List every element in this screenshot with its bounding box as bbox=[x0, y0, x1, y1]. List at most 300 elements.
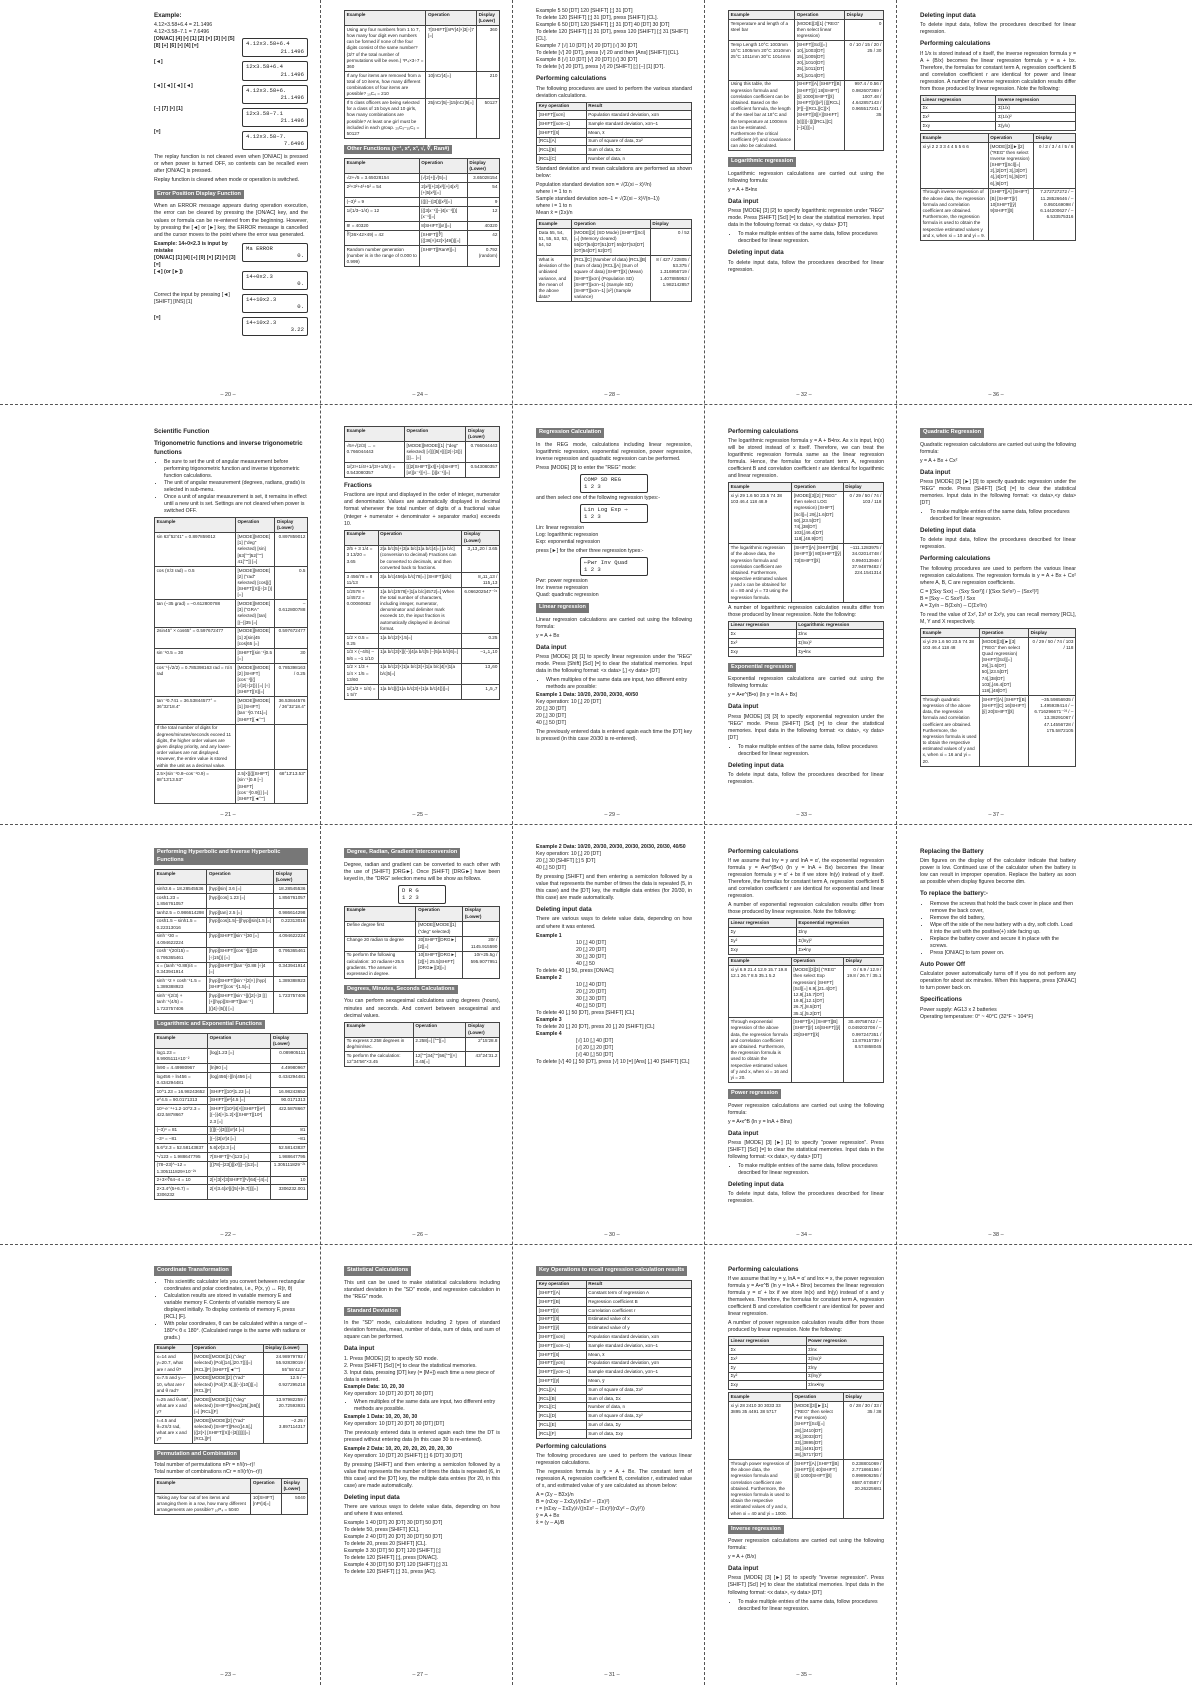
table-row bbox=[155, 962, 308, 977]
spec-line: Operating temperature: 0° ~ 40°C (32°F ~ 104°F) bbox=[920, 1013, 1034, 1020]
table-cell: 422.5878667 bbox=[271, 1105, 308, 1126]
table-cell: log456 ÷ ln456 = 0.434294481 bbox=[155, 1072, 208, 1087]
page-number: – 24 – bbox=[412, 392, 428, 398]
paragraph: Quadratic regression calculations are carried out using the following formula: bbox=[920, 441, 1076, 455]
section-heading: Performing calculations bbox=[536, 75, 607, 83]
page-26 bbox=[330, 844, 512, 1069]
text-line: 20 [,] 30 [DT] bbox=[536, 713, 566, 720]
table-cell: 25[nCr]5[–]15[nCr]5[=] bbox=[426, 99, 477, 139]
page-23 bbox=[140, 1262, 320, 1517]
text-line: Quad: quadratic regression bbox=[536, 592, 599, 598]
paragraph: The regression formula is y = A + Bx. The constant term of regression A, regression coefficient B, correlation r, estimated value of x, and estimated value of y are calculated as shown below: bbox=[536, 1469, 692, 1490]
column-header: Result bbox=[586, 102, 691, 111]
table-row bbox=[155, 663, 308, 697]
table-cell: Σy bbox=[729, 928, 797, 937]
table-cell: Σy•lnx bbox=[796, 647, 883, 656]
table-cell: 8 / 427 / 22805 / 53.375 / 1.316956719 / 1.407885953 / 1.982142857 bbox=[650, 256, 691, 302]
instruction: Key operation: 10 [DT] 20 [DT] 30 [DT] bbox=[344, 1390, 433, 1397]
page-number: – 33 – bbox=[796, 812, 812, 818]
table-cell: 24.98979792 / 55.92839019 / 55°55'42.2" bbox=[263, 1353, 307, 1374]
table-row bbox=[537, 146, 692, 155]
table-cell: 1[a b/c]2[×].5[=] bbox=[378, 633, 462, 648]
text-line: To delete [√] 20 [DT], press [√] 20 [SHIFT] [;] [–] [1] [DT]. bbox=[536, 64, 665, 71]
table-cell: [MODE][3][2] ("REG" then select LOG regression) [SHIFT][Scl][=] 29[,]1.6[DT] 50[,]23.5[DT] 74[,]38[DT] 103[,]46.4[DT] 118[,]48.9[DT] bbox=[792, 492, 843, 544]
bullet-item: • To make multiple entries of the same data, follow procedures described for linear regression. bbox=[930, 509, 1076, 523]
table-cell: Sample standard deviation, yσn–1 bbox=[586, 1368, 691, 1377]
table-cell: 10^1.23 = 16.98243652 bbox=[155, 1087, 208, 1096]
table-row bbox=[345, 174, 500, 183]
table-header-row bbox=[345, 159, 500, 174]
line-list bbox=[536, 525, 692, 546]
table-cell: To perform the following calculation: 10 radians+25.5 gradients. The answer is expressed in degree. bbox=[345, 951, 416, 978]
column-header: Operation bbox=[404, 427, 466, 442]
table-cell: 90.0171313 bbox=[271, 1096, 308, 1105]
lcd-lower: 3.22 bbox=[290, 326, 304, 334]
table-cell bbox=[463, 921, 500, 936]
table-cell: Estimated value of x bbox=[586, 1315, 691, 1324]
table-cell: cosh1.23 = 1.856761057 bbox=[155, 893, 207, 908]
paragraph: Fractions are input and displayed in the order of integer, numerator and denominator. Values are automatically displayed in decimal format whenever the total number of digits of a fractional value (integer + numerator + denominator + separator marks) exceeds 10. bbox=[344, 492, 500, 527]
table-row bbox=[345, 198, 500, 207]
table-cell: 2/5 + 3 1/4 = 3 13/20 = 3.65 bbox=[345, 545, 379, 572]
table-cell: sinh⁻¹2 × cosh⁻¹1.5 = 1.389388923 bbox=[155, 977, 207, 992]
table-row bbox=[155, 1049, 308, 1064]
table-cell: r=25 and θ=56°, what are x and y? bbox=[155, 1395, 193, 1416]
table-cell: [SHIFT][A] [SHIFT][B] [SHIFT][r] 10[SHIFT][ŷ] 9[SHIFT][x̂] bbox=[988, 188, 1033, 240]
data-table bbox=[154, 869, 308, 1014]
table-cell: 1.988647795 bbox=[271, 1152, 308, 1161]
table-header-row bbox=[729, 11, 884, 20]
table-cell: 0.897859012 bbox=[275, 533, 308, 567]
data-table bbox=[920, 133, 1076, 241]
table-cell: Σ(y/x) bbox=[996, 122, 1076, 131]
table-row bbox=[155, 1105, 308, 1126]
instruction: To delete 20 [,] 20 [DT], press 20 [,] 20 [SHIFT] [CL] bbox=[536, 1023, 655, 1030]
paragraph: and then select one of the following regression types:- bbox=[536, 494, 660, 501]
table-row bbox=[345, 1052, 500, 1067]
page-33 bbox=[714, 424, 896, 788]
lcd-display bbox=[242, 38, 308, 57]
column-header: Example bbox=[921, 628, 980, 637]
table-cell: Correlation coefficient r bbox=[586, 1306, 691, 1315]
step-row bbox=[154, 129, 308, 152]
column-header: Display bbox=[650, 220, 691, 229]
table-cell: [SHIFT][∛][(]36[×]42[×]49[)][=] bbox=[419, 230, 467, 245]
table-cell: 0 / 52 bbox=[650, 228, 691, 255]
data-table bbox=[344, 1022, 500, 1068]
table-cell: 0.238801069 / 2.771866156 / 0.998906255 / 6587.674587 / 20.26225681 bbox=[843, 1460, 883, 1518]
column-header: Example bbox=[155, 1034, 208, 1049]
paragraph: The previously entered data is entered again each time the [DT] key is pressed (in this case 20/30 is re-entered). bbox=[536, 729, 692, 743]
table-cell: [MODE][3][1] ("REG" then select linear regression) bbox=[795, 19, 845, 40]
table-cell: 2sin45° × cos65° = 0.597672477 bbox=[155, 627, 236, 648]
bullet-item: • When multiples of the same data are input, two different entry methods are possible. bbox=[354, 1399, 500, 1413]
table-cell: Σ(1/x)² bbox=[996, 113, 1076, 122]
table-cell: –111.1283975 / 34.02014748 / 0.994013946 / 37.94879482 / 224.1541314 bbox=[843, 544, 883, 602]
table-row bbox=[729, 1363, 884, 1372]
table-cell: 2.5[×][(][SHIFT][sin⁻¹]0.8 [–][SHIFT][cos⁻¹]0.9[)] [=][SHIFT][◄°'"] bbox=[235, 770, 275, 804]
data-table bbox=[728, 1392, 884, 1518]
bullet-list bbox=[930, 901, 1076, 957]
text-line: A = (Σy – BΣx)/n bbox=[536, 1492, 574, 1499]
table-row bbox=[345, 572, 500, 587]
step-row bbox=[154, 83, 308, 106]
example-heading: Example 4 bbox=[536, 1030, 562, 1037]
table-row bbox=[155, 885, 308, 894]
page-25 bbox=[330, 424, 512, 702]
text-line: Example 8 [√] 10 [DT] [√] 20 [DT] [√] 30 [DT] bbox=[536, 57, 638, 64]
lcd-display bbox=[242, 271, 308, 290]
table-row bbox=[537, 1394, 692, 1403]
paragraph: Calculator power automatically turns off if you do not perform any operation for about six minutes. When this happens, press [ON/AC] to turn power back on. bbox=[920, 971, 1076, 992]
table-cell: [RCL][B] bbox=[537, 146, 587, 155]
formula: Total number of combinations nCr = n!/(r!(n–r)!) bbox=[154, 1468, 263, 1475]
section-bar: Inverse regression bbox=[728, 1525, 784, 1535]
table-cell: [MODE][MODE][1] ("deg" selected) [sin][63[°'"]52[°'"] 41[°'"]] [=] bbox=[235, 533, 275, 567]
table-row bbox=[537, 256, 692, 302]
table-cell: Temperature and length of a steel bar bbox=[729, 19, 795, 40]
table-row bbox=[537, 1421, 692, 1430]
table-cell: Sum of data, Σy bbox=[586, 1421, 691, 1430]
table-cell: [SHIFT][10ˣ]1.23 [=] bbox=[208, 1087, 271, 1096]
table-row bbox=[729, 40, 884, 80]
text-line: [√] 10 [,] 40 [DT] bbox=[576, 1037, 614, 1044]
step-row bbox=[154, 315, 308, 338]
data-table bbox=[344, 906, 500, 979]
section-heading: Data input bbox=[728, 197, 759, 205]
table-row bbox=[155, 893, 308, 908]
column-header: Example bbox=[345, 11, 426, 26]
table-header-row bbox=[921, 95, 1076, 104]
table-cell: Σx bbox=[729, 1346, 807, 1355]
section-heading: Deleting input data bbox=[920, 12, 976, 19]
table-row bbox=[921, 142, 1076, 188]
lcd-lower: 7.6496 bbox=[283, 140, 304, 148]
table-cell: 3⌟13⌟20 / 3.65 bbox=[462, 545, 500, 572]
section-bar: Key Operations to recall regression calculation results bbox=[536, 1266, 687, 1276]
table-cell: 10[nCr]4[=] bbox=[426, 71, 477, 98]
table-row bbox=[537, 1377, 692, 1386]
line-list bbox=[536, 578, 692, 599]
table-row bbox=[155, 627, 308, 648]
table-cell: 0 / 6.9 / 12.9 / 19.8 / 26.7 / 35.1 bbox=[843, 966, 883, 1018]
table-cell: 0.5 bbox=[275, 566, 308, 600]
table-cell: [(]3[x⁻¹][–]4[x⁻¹][)][x⁻¹][=] bbox=[419, 206, 467, 221]
table-cell: Σlnx bbox=[796, 630, 883, 639]
page-number: – 26 – bbox=[412, 1232, 428, 1238]
table-cell: 3[a b/c]456[a b/c]78[=] [SHIFT][d/c] bbox=[378, 572, 462, 587]
table-cell: 1.389388923 bbox=[274, 977, 308, 992]
table-cell: Using this table, the regression formula and correlation coefficient can be obtained. Based on the coefficient formula, the length of the steel bar at 18°C and the temperature at 1000mm can be estimated. Furthermore the critical coefficient (r²) and covariance can also be calculated. bbox=[729, 80, 795, 151]
column-header: Example bbox=[729, 483, 792, 492]
section-bar: Quadratic Regression bbox=[920, 428, 984, 438]
table-cell: [hyp][cos] 1.23 [=] bbox=[207, 893, 274, 908]
table-cell: [√]2[+][√]5[=] bbox=[419, 174, 467, 183]
section-bar: Logarithmic regression bbox=[728, 157, 796, 167]
section-heading: Deleting input data bbox=[920, 527, 976, 535]
table-cell: 54 bbox=[467, 183, 499, 198]
table-cell: 52.58143837 bbox=[271, 1144, 308, 1153]
data-table bbox=[728, 482, 884, 602]
column-header: Example bbox=[345, 427, 405, 442]
data-table bbox=[728, 918, 884, 954]
paragraph: Press [MODE] [3] to enter the "REG" mode: bbox=[536, 464, 637, 471]
table-cell: [hyp][tan] 2.5 [=] bbox=[207, 908, 274, 917]
table-cell: 0.766044443 bbox=[466, 441, 500, 462]
table-cell: [SHIFT][A] [SHIFT][B] [SHIFT][r] 16[SHIFT][ŷ] 20[SHIFT][x̂] bbox=[791, 1018, 843, 1082]
paragraph: Press [MODE] [3] [►] [3] to specify quadratic regression under the "REG" mode. Press [SHIFT] [Scl] [=] to clear the statistical memories. Input data in the following format: <x data>,<y data> [DT] bbox=[920, 478, 1076, 506]
table-cell: Σx² bbox=[729, 1355, 807, 1364]
table-cell: Σx² bbox=[921, 113, 996, 122]
text-line: 40 [,] 50 [DT] bbox=[536, 865, 566, 872]
bullet-item: • To make multiple entries of the same data, follow procedures described for linear regression. bbox=[738, 744, 884, 758]
table-row bbox=[155, 1185, 308, 1200]
table-row bbox=[345, 587, 500, 633]
table-cell: sin 63°52'41" = 0.897859012 bbox=[155, 533, 236, 567]
table-cell: 18.28545536 bbox=[274, 885, 308, 894]
table-header-row bbox=[729, 621, 884, 630]
column-header: Linear regression bbox=[729, 1337, 807, 1346]
paragraph: The logarithmic regression formula y = A + B•lnx. As x is input, ln(x) will be stored instead of x itself. Therefore, we can treat the logarithmic regression formula same as the linear regression formula. Hence, the formulas for constant term A, regression coefficient B and correlation coefficient r are identical for logarithmic and linear regression. bbox=[728, 438, 884, 480]
page-number: – 21 – bbox=[220, 812, 236, 818]
column-header: Example bbox=[345, 1022, 414, 1037]
table-cell: If the total number of digits for degrees/minutes/seconds exceed 11 digits, the higher order values are given display priority, and any lower-order values are not displayed. However, the entire value is stored within the unit as a decimal value. bbox=[155, 724, 236, 770]
row-divider bbox=[0, 1244, 1192, 1245]
text-line: [√] 20 [,] 20 [DT] bbox=[576, 1044, 614, 1051]
lcd-lower: 1 2 3 bbox=[584, 513, 601, 521]
table-cell: [hyp][SHIFT][tan⁻¹]0.88 [÷]4 [=] bbox=[207, 962, 274, 977]
text-line: A = Σy/n – B(Σx/n) – C(Σx²/n) bbox=[920, 602, 987, 609]
table-cell: 5040 bbox=[282, 1493, 308, 1514]
section-heading: Performing calculations bbox=[920, 40, 991, 48]
paragraph: This unit can be used to make statistical calculations including standard deviation in the "SD" mode, and regression calculation in the "REG" mode. bbox=[344, 1279, 500, 1300]
text-line: C = [(Sxy Sxx) – (Sxy Sxx²)] / [(Sxx Sx²x²) – (Sxx²)²] bbox=[920, 588, 1039, 595]
paragraph: Linear regression calculations are carried out using the following formula: bbox=[536, 616, 692, 630]
table-cell: [MODE][2] (SD Mode) [SHIFT][Scl][=] (Memory cleared) 55[DT]54[DT]51[DT] 55[DT]53[DT][DT]54[DT] 52[DT] bbox=[572, 228, 650, 255]
table-row bbox=[729, 647, 884, 656]
page-30 bbox=[522, 844, 704, 1066]
lcd-lower: 21.1496 bbox=[280, 117, 304, 125]
page-21 bbox=[140, 424, 320, 806]
table-cell: Constant term of regression A bbox=[586, 1289, 691, 1298]
table-cell: Define degree first bbox=[345, 921, 416, 936]
table-row bbox=[345, 230, 500, 245]
data-table bbox=[728, 10, 884, 151]
table-cell: Sum of square of data, Σx² bbox=[586, 137, 691, 146]
lcd-upper: Ma ERROR bbox=[246, 244, 273, 252]
table-cell: [SHIFT][xσn] bbox=[537, 111, 587, 120]
page-36 bbox=[906, 8, 1088, 243]
table-row bbox=[921, 113, 1076, 122]
text-line: To delete 20, press 20 [SHIFT] [CL]. bbox=[344, 1541, 427, 1548]
paragraph: To delete input data, follow the procedures described for linear regression. bbox=[920, 537, 1076, 551]
text-line: Example 1 40 [DT] 20 [DT] 30 [DT] 50 [DT] bbox=[344, 1520, 443, 1527]
table-cell: 1/2578 + 1/4572 = 0.00060662 bbox=[345, 587, 379, 633]
paragraph: The replay function is not cleared even when [ON/AC] is pressed or when power is turned OFF, so contents can be recalled even after [ON/AC] is pressed. bbox=[154, 153, 308, 174]
column-header: Operation bbox=[791, 957, 843, 966]
table-header-row bbox=[155, 518, 308, 533]
formula: where i = 1 to n bbox=[536, 203, 572, 210]
table-cell: [(][(–)]3[)][xʸ]4 [=] bbox=[208, 1126, 271, 1135]
lcd-lower: 0. bbox=[297, 280, 304, 288]
table-cell: √5×√(2/3) ... = 0.766044443 bbox=[345, 441, 405, 462]
bullet-item: • With polar coordinates, θ can be calculated within a range of –180°< θ ≤ 180°. (Calculated range is the same with radians or grads.) bbox=[164, 1321, 308, 1342]
table-cell: 1/2 × 0.5 = 0.25 bbox=[345, 633, 379, 648]
table-cell: Population standard deviation, xσn bbox=[586, 1333, 691, 1342]
table-row bbox=[537, 1412, 692, 1421]
column-header: Operation bbox=[208, 1034, 271, 1049]
table-cell: Σ(lnx)² bbox=[806, 1355, 884, 1364]
section-heading: Replacing the Battery bbox=[920, 848, 984, 855]
table-cell: xi yi 2 2 3 3 4 4 5 5 6 6 bbox=[921, 142, 989, 188]
bullet-item: • Press [ON/AC] to turn power on. bbox=[930, 950, 1076, 957]
lcd-lower: 0. bbox=[297, 252, 304, 260]
table-cell: 0 / 28 / 30 / 33 / 35 / 38 bbox=[843, 1401, 883, 1459]
table-cell: –35.59856935 / 1.495939414 / –6.716296671⁻⁰³ / –13.38291067 / 47.14556728 / 175.5872105 bbox=[1029, 695, 1076, 766]
table-cell: If any four items are removed from a total of 10 items, how many different combinations of four items are possible? ₁₀C₄ = 210 bbox=[345, 71, 426, 98]
page-24 bbox=[330, 8, 512, 269]
table-cell: Estimated value of y bbox=[586, 1324, 691, 1333]
table-row bbox=[345, 221, 500, 230]
table-cell: 2.258[=] [°'"][=] bbox=[413, 1037, 466, 1052]
table-cell: 6.066202547⁻⁰⁴ bbox=[462, 587, 500, 633]
table-row bbox=[345, 206, 500, 221]
paragraph: In the "SD" mode, calculations including 2 types of standard deviation formulas, mean, number of data, sum of data, and sum of square can be performed. bbox=[344, 1320, 500, 1341]
table-cell: [SHIFT][Ran#][=] bbox=[419, 245, 467, 266]
table-cell: [SHIFT][B] bbox=[537, 1298, 587, 1307]
table-row bbox=[537, 1385, 692, 1394]
section-heading: Performing calculations bbox=[920, 555, 991, 563]
paragraph: Power regression calculations are carried out using the following formula: bbox=[728, 1538, 884, 1552]
table-row bbox=[155, 533, 308, 567]
table-cell: [MODE][3][►][1] ("REG" then select Pwr regression) [SHIFT][Scl][=] 28[,]2410[DT] 30[,]3033[DT] 33[,]3895[DT] 35[,]4491[DT] 38[,]5717[DT] bbox=[792, 1401, 843, 1459]
column-header: Display bbox=[843, 957, 883, 966]
instruction: To delete 40 [,] 50 [DT], press [SHIFT] [CL] bbox=[536, 1009, 635, 1016]
table-cell: xi yi 29 1.6 50 23.5 74 38 103 46.4 118 48 bbox=[921, 637, 980, 695]
table-cell: Mean, ȳ bbox=[586, 1377, 691, 1386]
step-row bbox=[154, 292, 308, 315]
table-cell: The logarithmic regression of the above data, the regression formula and correlation coefficient are obtained. Furthermore, respective estimated values y and x can be obtained for xi = 80 and yi = 73 using the regression formula. bbox=[729, 544, 792, 602]
lcd-upper: Lin Log Exp ⇒ bbox=[584, 505, 628, 513]
table-cell: Σx² bbox=[729, 639, 797, 648]
text-line: 2. Press [SHIFT] [Scl] [=] to clear the statistical memories. bbox=[344, 1362, 477, 1369]
table-row bbox=[345, 951, 500, 978]
column-header: Display bbox=[843, 483, 883, 492]
column-header: Example bbox=[155, 1344, 193, 1353]
column-header: Display bbox=[1029, 628, 1076, 637]
section-heading: Performing calculations bbox=[536, 1442, 607, 1450]
table-cell: [MODE][MODE][3] ("GRA" selected) [tan][(–)]35 [=] bbox=[235, 600, 275, 627]
lcd-lower: 1 2 3 bbox=[584, 483, 601, 491]
column-header: Operation bbox=[235, 518, 275, 533]
table-cell: 5.6^2.3 = 52.58143837 bbox=[155, 1144, 208, 1153]
table-header-row bbox=[921, 628, 1076, 637]
column-header: Operation bbox=[792, 1393, 843, 1402]
table-cell: [RCL][E] bbox=[537, 1421, 587, 1430]
paragraph: Press [MODE] [3] [2] to specify logarithmic regression under "REG" mode. Press [SHIFT] [Scl] [=] to clear the statistical memories. Input data in the following format: <x data>, <y data> [DT] bbox=[728, 208, 884, 229]
table-row bbox=[155, 600, 308, 627]
bullet-item: • This scientific calculator lets you convert between rectangular coordinates and polar coordinates, i.e., P(x, y) ↔ R(r, θ) bbox=[164, 1279, 308, 1293]
page-32 bbox=[714, 8, 896, 276]
text-line: Example 4 30 [DT] 50 [DT] 120 [SHIFT] [;] 31 bbox=[344, 1562, 448, 1569]
table-row bbox=[155, 648, 308, 663]
column-header: Example bbox=[729, 11, 795, 20]
table-row bbox=[345, 71, 500, 98]
table-row bbox=[155, 1135, 308, 1144]
section-heading: Performing calculations bbox=[728, 848, 799, 855]
step-row bbox=[154, 59, 308, 82]
column-header: Linear regression bbox=[729, 621, 797, 630]
text-line: Example 7 [√] 10 [DT] [√] 20 [DT] [√] 30 [DT] bbox=[536, 43, 638, 50]
table-cell: [MODE][MODE][1] [SHIFT][tan⁻¹]0.741[=] [SHIFT][◄°'"] bbox=[235, 697, 275, 724]
text-line: Key operation: 10 [,] 20 [DT] bbox=[536, 851, 601, 858]
section-heading: Data input bbox=[728, 703, 759, 711]
lcd-upper: 12x3.58+6.4 bbox=[246, 63, 283, 71]
table-cell: 0 / 2 / 3 / 4 / 5 / 6 bbox=[1034, 142, 1076, 188]
table-cell: 1.723757406 bbox=[274, 992, 308, 1013]
column-header: Operation bbox=[792, 483, 843, 492]
page-number: – 23 – bbox=[220, 1672, 236, 1678]
table-cell: [SHIFT][A] [SHIFT][B] [SHIFT][r] 18[SHIFT][ŷ] 1000[SHIFT][x̂] [SHIFT][r][x²] [(][RCL][F][–][RCL][C][×][SHIFT][x̄][×][SHIFT][ȳ][)][÷][(][RCL][C][–]1[)][=] bbox=[795, 80, 845, 151]
lcd-display bbox=[242, 85, 308, 104]
column-divider bbox=[320, 0, 321, 1685]
paragraph: Press [MODE] [3] [►] [1] to specify "power regression". Press [SHIFT] [Scl] [=] to clear the statistical memories. Input data in the following format: <x data>, <y data> [DT] bbox=[728, 1139, 884, 1160]
table-cell: –1⌟1⌟10 bbox=[462, 648, 500, 663]
table-cell: sin⁻¹0.5 = 30 bbox=[155, 648, 236, 663]
example-line: 4.12×3.58+6.4 = 21.1496 bbox=[154, 22, 213, 29]
table-row bbox=[729, 630, 884, 639]
line-list bbox=[536, 851, 692, 872]
table-header-row bbox=[345, 11, 500, 26]
table-header-row bbox=[729, 1393, 884, 1402]
section-heading: Performing calculations bbox=[728, 428, 799, 435]
table-cell: [SHIFT][x̄] bbox=[537, 128, 587, 137]
table-cell: [RCL][A] bbox=[537, 137, 587, 146]
table-row bbox=[729, 19, 884, 40]
paragraph: A number of logarithmic regression calculation results differ from those produced by linear regression. Note the following: bbox=[728, 604, 884, 618]
table-cell: cos (π/3 rad) = 0.5 bbox=[155, 566, 236, 600]
data-table bbox=[728, 621, 884, 657]
column-header: Display (Lower) bbox=[462, 530, 500, 545]
data-table bbox=[154, 1033, 308, 1200]
example-heading: Example 2 Data: 10, 20, 20, 20, 20, 20, 20, 30 bbox=[344, 1445, 452, 1452]
table-cell: 4.49980967 bbox=[271, 1064, 308, 1073]
page-number: – 35 – bbox=[796, 1672, 812, 1678]
column-header: Key operation bbox=[537, 102, 587, 111]
column-header: Example bbox=[729, 1393, 793, 1402]
table-cell: Σxy bbox=[729, 945, 797, 954]
table-cell: Σy² bbox=[729, 1372, 807, 1381]
section-heading: Auto Power Off bbox=[920, 960, 966, 968]
table-row bbox=[155, 932, 308, 947]
table-row bbox=[345, 1037, 500, 1052]
section-heading: Data input bbox=[728, 1565, 759, 1573]
column-header: Operation bbox=[980, 628, 1029, 637]
text-line: To delete 120 [SHIFT] [;] 31 [DT], press 120 [SHIFT] [;] 31 [SHIFT] [CL]. bbox=[536, 29, 688, 43]
column-header: Display (Lower) bbox=[282, 1478, 308, 1493]
table-row bbox=[729, 928, 884, 937]
formula: Population standard deviation xσn = √(Σ(xi – x̄)²/n) bbox=[536, 182, 652, 189]
table-cell: 1[a b/c]2578[+]1[a b/c]4572[=] When the total number of characters, including integer, numerator, denominator and delimiter mark exceeds 10, the input fraction is automatically displayed in decimal format. bbox=[378, 587, 462, 633]
table-cell: [SHIFT][eˣ]4.5 [=] bbox=[208, 1096, 271, 1105]
table-cell: 50127 bbox=[477, 99, 500, 139]
example-heading: Example 1 Data: 10, 20, 30, 30 bbox=[344, 1413, 418, 1420]
table-cell: 0 / 29 / 50 / 74 / 103 / 118 bbox=[843, 492, 883, 544]
table-cell: [(–)]3[xʸ]4 [=] bbox=[208, 1135, 271, 1144]
table-cell: [SHIFT][xσn] bbox=[537, 1333, 587, 1342]
section-bar: Linear regression bbox=[536, 603, 589, 613]
page-22 bbox=[140, 844, 320, 1202]
